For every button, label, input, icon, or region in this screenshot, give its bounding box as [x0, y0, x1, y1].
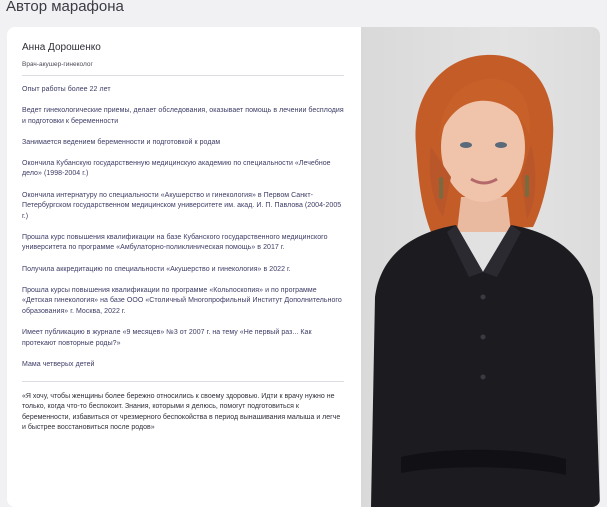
- portrait-illustration: [361, 27, 600, 507]
- fact-item: Окончила интернатуру по специальности «Акушерство и гинекология» в Первом Санкт-Петербургском государственном медицинском университете им. акад. И. П. Павлова (2004-2005 г.): [22, 191, 342, 220]
- author-quote: «Я хочу, чтобы женщины более бережно относились к своему здоровью. Идти к врачу нужно не только, когда что-то беспокоит. Знания, которыми я делюсь, помогут подготовиться к беременности, избавиться от чрезмерного беспокойства в период вынашивания малыша и легче и быстрее восстановиться после родов»: [22, 392, 341, 432]
- fact-item: Опыт работы более 22 лет: [22, 86, 111, 93]
- fact-item: Ведет гинекологические приемы, делает обследования, оказывает помощь в лечении бесплодия и подготовки к беременности: [22, 107, 344, 125]
- author-photo: [361, 27, 600, 507]
- fact-item: Прошла курс повышения квалификации на базе Кубанского государственного медицинского университета по программе «Амбулаторно-поликлиническая помощь» в 2017 г.: [22, 233, 328, 252]
- fact-item: Мама четверых детей: [22, 360, 95, 368]
- fact-item: Прошла курсы повышения квалификации по программе «Кольпоскопия» и по программе «Детская гинекология» на базе ООО «Столичный Многопрофильный Институт Дополнительного образования» г. Москва, 2022 г.: [22, 286, 342, 315]
- fact-item: Занимается ведением беременности и подготовкой к родам: [22, 138, 221, 146]
- author-card: [7, 27, 600, 507]
- author-role: Врач-акушер-гинеколог: [22, 61, 93, 68]
- author-bio: [22, 41, 344, 434]
- fact-item: Имеет публикацию в журнале «9 месяцев» №3 от 2007 г. на тему «Не первый раз... Как протекают повторные роды?»: [22, 328, 312, 347]
- author-facts: [22, 85, 344, 370]
- divider: [22, 75, 344, 76]
- fact-item: Получила аккредитацию по специальности «Акушерство и гинекология» в 2022 г.: [22, 265, 291, 273]
- author-name: Анна Дорошенко: [22, 42, 101, 53]
- fact-item: Окончила Кубанскую государственную медицинскую академию по специальности «Лечебное дело» (1998-2004 г.): [22, 159, 331, 178]
- section-title: Автор марафона: [6, 0, 124, 15]
- divider: [22, 381, 344, 382]
